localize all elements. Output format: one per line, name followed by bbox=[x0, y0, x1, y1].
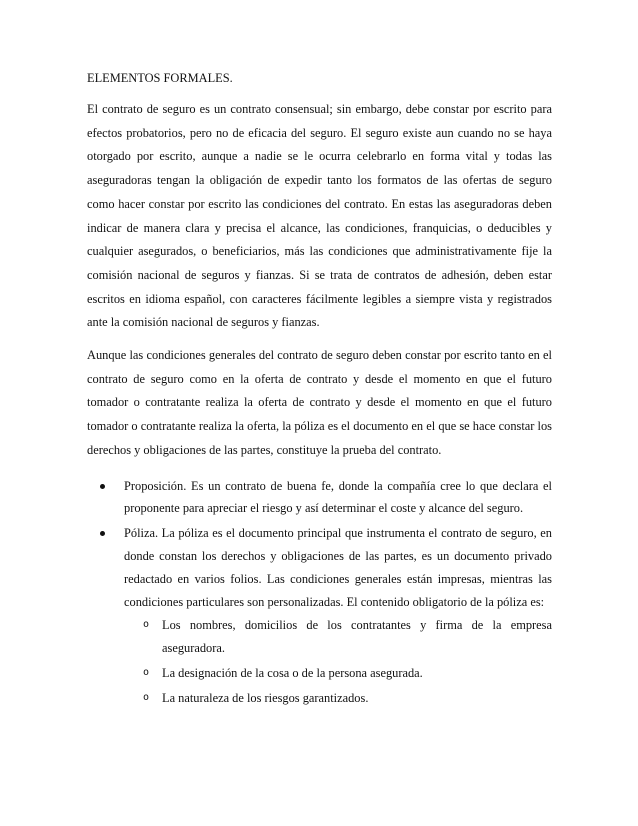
sub-item-text: Los nombres, domicilios de los contratantes y firma de la empresa aseguradora. bbox=[162, 617, 552, 655]
paragraph-general-conditions: Aunque las condiciones generales del contrato de seguro deben constar por escrito tanto en el contrato de seguro como en la oferta de contrato y desde el momento en que el futuro tomador o contratante realiza la oferta de contrato y desde el momento en que el futuro tomador o contratante realiza la oferta, la póliza es el documento en el que se hace constar los derechos y obligaciones de las partes, constituye la prueba del contrato. bbox=[87, 348, 552, 457]
sub-item-text: La naturaleza de los riesgos garantizados. bbox=[162, 690, 369, 705]
section-heading: ELEMENTOS FORMALES. bbox=[87, 71, 233, 85]
sub-list bbox=[124, 614, 552, 710]
bullet-text: Proposición. Es un contrato de buena fe, donde la compañía cree lo que declara el proponente para apreciar el riesgo y así determinar el coste y alcance del seguro. bbox=[124, 478, 552, 516]
document-body bbox=[87, 66, 552, 712]
bullet-item-proposicion bbox=[87, 475, 552, 521]
bullet-icon bbox=[100, 531, 105, 536]
bullet-icon bbox=[100, 484, 105, 489]
sub-item bbox=[124, 687, 552, 710]
sub-item-text: La designación de la cosa o de la persona asegurada. bbox=[162, 665, 423, 680]
paragraph-formal-requirements: El contrato de seguro es un contrato consensual; sin embargo, debe constar por escrito para efectos probatorios, pero no de eficacia del seguro. El seguro existe aun cuando no se haya otorgado por escrito, aunque a nadie se le ocurra celebrarlo en forma vital y todas las aseguradoras tengan la obligación de expedir tanto los formatos de las ofertas de seguro como hacer constar por escrito las condiciones del contrato. En estas las aseguradoras deben indicar de manera clara y precisa el alcance, las condiciones, franquicias, o deducibles y cualquier asegurados, o beneficiarios, más las condiciones que administrativamente fije la comisión nacional de seguros y fianzas. Si se trata de contratos de adhesión, deben estar escritos en idioma español, con caracteres fácilmente legibles a siempre vista y registrados ante la comisión nacional de seguros y fianzas. bbox=[87, 102, 552, 330]
circle-bullet-icon: o bbox=[143, 666, 150, 678]
sub-item bbox=[124, 662, 552, 685]
bullet-item-poliza bbox=[87, 522, 552, 709]
sub-item bbox=[124, 614, 552, 660]
circle-bullet-icon: o bbox=[143, 618, 150, 630]
bullet-text: Póliza. La póliza es el documento principal que instrumenta el contrato de seguro, en donde constan los derechos y obligaciones de las partes, es un documento privado redactado en varios folios. Las condiciones generales están impresas, mientras las condiciones particulares son personalizadas. El contenido obligatorio de la póliza es: bbox=[124, 526, 552, 610]
circle-bullet-icon: o bbox=[143, 691, 150, 703]
bullet-list bbox=[87, 475, 552, 710]
